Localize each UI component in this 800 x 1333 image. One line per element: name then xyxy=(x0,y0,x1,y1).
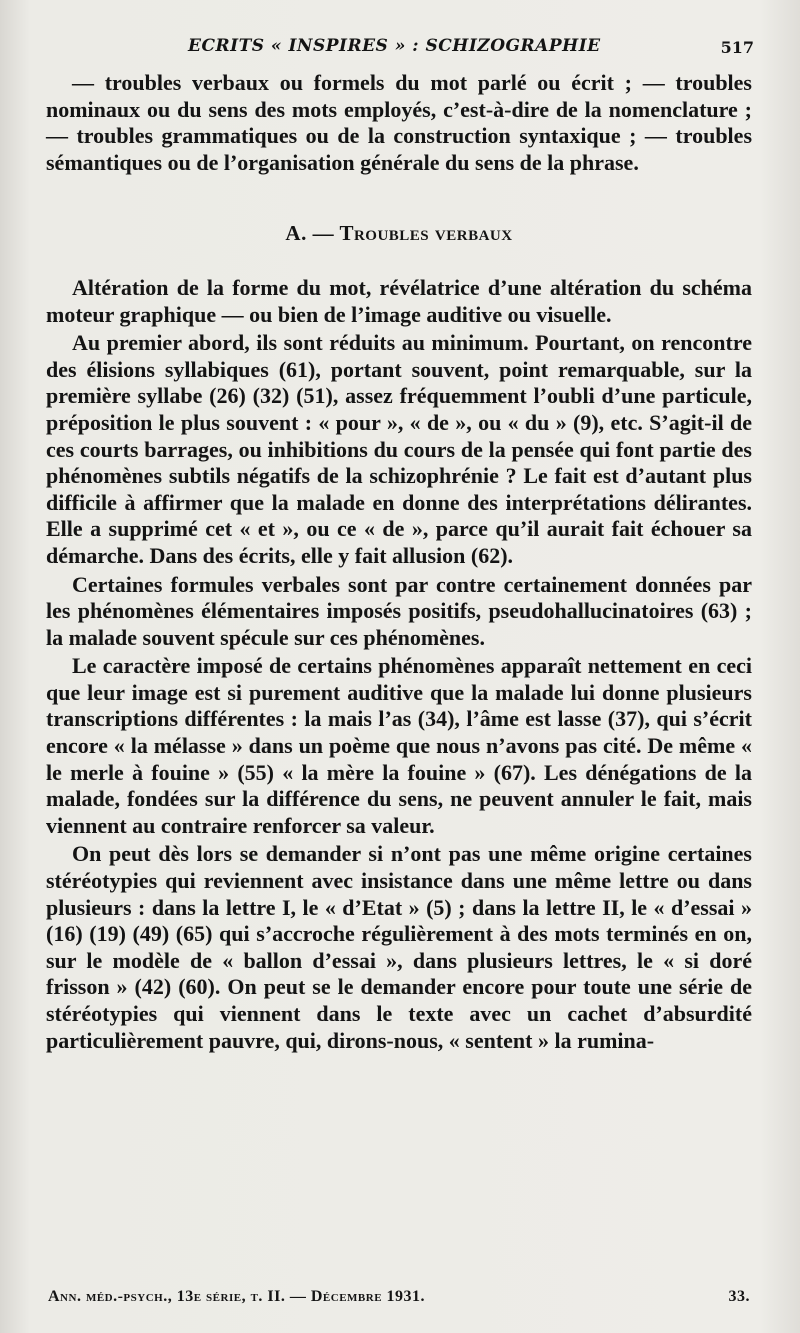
body-text xyxy=(46,70,752,1054)
running-title: ECRITS « INSPIRES » : SCHIZOGRAPHIE xyxy=(188,36,601,56)
paragraph-2: Au premier abord, ils sont réduits au minimum. Pourtant, on rencontre des élisions syllabiques (61), portant souvent, point remarquable, sur la première syllabe (26) (32) (51), assez fréquemment l’oubli d’une particule, préposition le plus souvent : « pour », « de », ou « du » (9), etc. S’agit-il de ces courts barrages, ou inhibitions du cours de la pensée qui font partie des phénomènes subtils négatifs de la schizophrénie ? Le fait est d’autant plus difficile à affirmer que la malade en donne des interprétations délirantes. Elle a supprimé cet « et », ou ce « de », parce qu’il aurait fait échouer sa démarche. Dans des écrits, elle y fait allusion (62). xyxy=(46,330,752,568)
running-head xyxy=(46,30,752,70)
paragraph-5: On peut dès lors se demander si n’ont pas une même origine certaines stéréotypies qui reviennent avec insistance dans une même lettre ou dans plusieurs : dans la lettre I, le « d’Etat » (5) ; dans la lettre II, le « d’essai » (16) (19) (49) (65) qui s’accroche régulièrement à des mots terminés en on, sur le modèle de « ballon d’essai », dans plusieurs lettres, le « si doré frisson » (42) (60). On peut se le demander encore pour toute une série de stéréotypies qui viennent dans le texte avec un cachet d’absurdité particulièrement pauvre, qui, dirons-nous, « sentent » la rumina- xyxy=(46,841,752,1053)
paragraph-1: Altération de la forme du mot, révélatrice d’une altération du schéma moteur graphique — ou bien de l’image auditive ou visuelle. xyxy=(46,274,752,327)
paragraph-4: Le caractère imposé de certains phénomènes apparaît nettement en ceci que leur image est si purement auditive que la malade lui donne plusieurs transcriptions différentes : la mais l’as (34), l’âme est lasse (37), qui s’écrit encore « la mélasse » dans un poème que nous n’avons pas cité. De même « le merle à fouine » (55) « la mère la fouine » (67). Les dénégations de la malade, fondées sur la différence du sens, ne peuvent annuler le fait, mais viennent au contraire renforcer sa valeur. xyxy=(46,653,752,838)
intro-paragraph: — troubles verbaux ou formels du mot parlé ou écrit ; — troubles nominaux ou du sens des mots employés, c’est-à-dire de la nomenclature ; — troubles grammatiques ou de la construction syntaxique ; — troubles sémantiques ou de l’organisation générale du sens de la phrase. xyxy=(46,70,752,175)
page-number: 517 xyxy=(720,38,754,57)
paragraph-3: Certaines formules verbales sont par contre certainement données par les phénomènes élémentaires imposés positifs, pseudohallucinatoires (63) ; la malade souvent spécule sur ces phénomènes. xyxy=(46,571,752,650)
signature-mark: 33. xyxy=(728,1288,750,1305)
page-footer xyxy=(48,1288,750,1306)
section-heading-text: A. — Troubles verbaux xyxy=(285,221,513,246)
journal-citation: Ann. méd.-psych., 13e série, t. II. — Décembre 1931. xyxy=(48,1288,426,1305)
section-heading xyxy=(46,220,752,247)
